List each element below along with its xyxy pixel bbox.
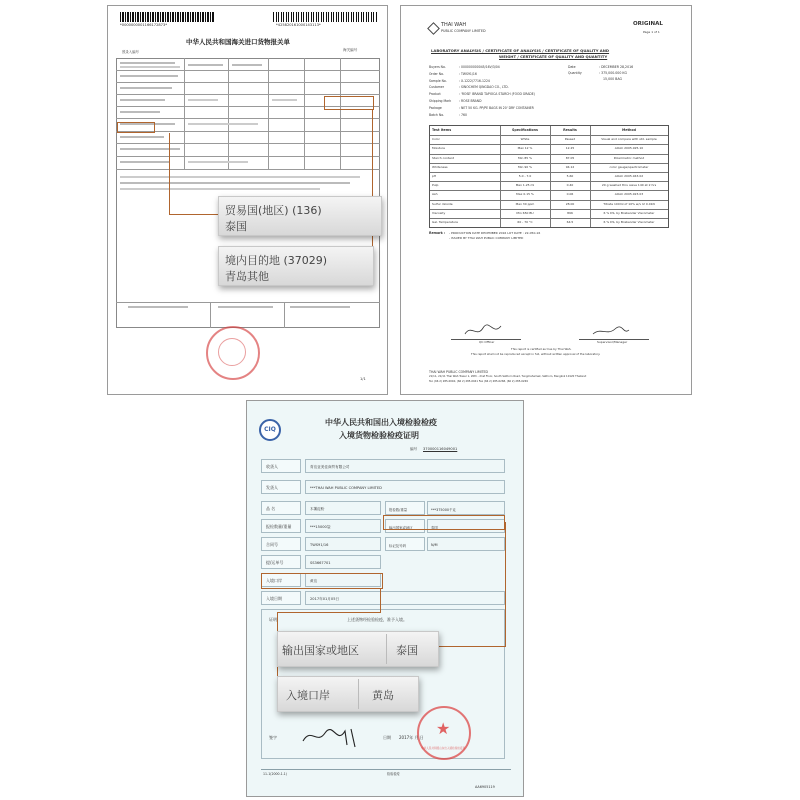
coa-table-cell: Viscosity — [432, 210, 446, 215]
callout-port-value: 黄岛 — [372, 689, 394, 702]
coa-table-cell: Titrate 100ml of 10% w/v I2 0.01N — [603, 201, 655, 206]
cert-number-label: 编号 — [410, 447, 418, 451]
customs-subtitle: 海关编号 — [343, 48, 358, 52]
cert-field-label-box — [261, 480, 301, 494]
coa-info-value: : TWS91/16 — [459, 71, 477, 76]
coa-footer-2: This report shall not be reproduced except in full, without written approval of the laboratory. — [471, 352, 601, 356]
barcode-top — [120, 12, 215, 22]
cert-date-label: 日期 — [383, 735, 391, 740]
coa-info-row — [429, 66, 589, 72]
cert-field-label-box — [261, 519, 301, 533]
highlight-exporting-country — [383, 515, 505, 530]
coa-table-cell: Min 90 % — [518, 164, 532, 169]
coa-table-cell: Moisture — [432, 146, 445, 151]
coa-info-value: : X-1222/7716-1224 — [459, 78, 490, 83]
coa-info-label: Package — [429, 105, 442, 110]
coa-remark-label: Remark : — [429, 231, 446, 235]
cert-footer-left: 11-1(2000.1.1) — [263, 772, 287, 776]
customs-declaration-document — [107, 5, 388, 395]
coa-signature-right — [591, 324, 631, 338]
callout-trade-country-label: 贸易国(地区) (136) — [225, 204, 322, 217]
cert-field-label-box — [261, 555, 301, 569]
callout-entry-port — [277, 676, 419, 712]
cert-field-value-box — [305, 537, 381, 551]
coa-company-sub: PUBLIC COMPANY LIMITED — [441, 29, 486, 33]
coa-table-cell: 94.12 — [565, 164, 575, 169]
cert-field-value-box — [305, 591, 505, 605]
coa-footer-company: THAI WAH PUBLIC COMPANY LIMITED — [429, 370, 488, 374]
coa-table-cell: 87.05 — [565, 155, 575, 160]
coa-info-value: : 000000000045/16V/3/04 — [459, 65, 500, 69]
highlight-domestic-destination — [324, 96, 374, 110]
cert-field-label-box — [261, 591, 301, 605]
cert-certify-text: 上述货物经检验检疫，准予入境。 — [347, 617, 407, 622]
coa-quantity-value: : 375,000.000 KG — [599, 71, 627, 75]
coa-table-cell: Pulp — [432, 183, 439, 188]
coa-table-cell: 5.60 — [566, 174, 574, 178]
cert-field-label: 报检数量/重量 — [266, 524, 292, 529]
coa-info-label: Shipping Mark — [429, 99, 452, 103]
coa-info-row — [429, 73, 589, 79]
callout-country-value: 泰国 — [396, 644, 418, 657]
coa-date-label: Date — [568, 65, 576, 69]
coa-table-header: Method — [621, 128, 637, 132]
cert-field-label: 收货人 — [266, 464, 278, 469]
customs-title: 中华人民共和国海关进口货物报关单 — [186, 38, 290, 46]
callout-exporting-country — [277, 631, 439, 667]
coa-footer-1: This report is certified as true by Thai Wah. — [511, 347, 572, 351]
cert-field-value-box — [305, 519, 381, 533]
coa-info-row — [429, 93, 589, 99]
cert-field-label: 提/运单号 — [266, 560, 284, 565]
coa-title-line1: LABORATORY ANALYSIS / CERTIFICATE OF ANALYSIS / CERTIFICATE OF QUALITY AND — [431, 48, 610, 53]
coa-table-cell: Max 0.15 % — [516, 192, 534, 197]
cert-right-value-box — [427, 501, 505, 515]
coa-table-cell: Passed — [564, 137, 576, 142]
cert-red-stamp — [417, 706, 471, 760]
customs-seal-inner — [218, 338, 246, 366]
cert-serial: AA6905119 — [475, 785, 495, 789]
coa-info-value: : ROSE BRAND — [459, 99, 482, 103]
cert-field-value: 木薯淀粉 — [310, 506, 325, 511]
coa-title-line2: WEIGHT / CERTIFICATE OF QUALITY AND QUANTITY — [499, 54, 608, 59]
coa-footer-phone: Tel. (66 2) 285-0040, (66 2) 285-0041 Fax (66 2) 285-0268, (66 2) 285-0269 — [429, 380, 528, 383]
coa-info-label: Sample No. — [429, 78, 447, 83]
inspection-certificate-document — [246, 400, 524, 797]
coa-remark-1: - PRODUCTION DATE DECEMBER 2016 LOT DATE : 22-050-16 — [449, 231, 541, 235]
coa-company: THAI WAH — [441, 22, 467, 28]
coa-table-cell: 28.00 — [565, 201, 575, 206]
coa-table-header: Test Items — [432, 128, 452, 132]
coa-table-header: Results — [563, 128, 577, 132]
coa-table-cell: Max 30 ppm — [515, 201, 535, 206]
cert-signature — [299, 723, 361, 749]
coa-table-cell: AOAC 2005.923.03 — [614, 192, 644, 197]
coa-info-row — [429, 80, 589, 86]
cert-right-label-box — [385, 537, 425, 551]
coa-table-cell: Min 650 BU — [516, 210, 534, 215]
coa-sign-right: Supervisor/Manager — [597, 340, 628, 344]
certificate-of-analysis-document — [400, 5, 692, 395]
cert-field-value: TWS91/16 — [310, 542, 329, 547]
cert-field-value: 青岛亚美佳商贸有限公司 — [310, 464, 350, 469]
coa-table-cell: Sulfur dioxide — [432, 201, 453, 206]
coa-table-cell: color gauge/spectrometer — [609, 164, 649, 169]
cert-number-value: 370000116049001 — [423, 447, 458, 451]
cert-field-value: SS3667701 — [310, 560, 331, 565]
cert-field-value: 黄岛 — [310, 578, 318, 583]
coa-info-label: Customer — [429, 85, 445, 90]
coa-table-cell: AOAC 2005.943.02 — [614, 174, 644, 178]
cert-field-label: 品 名 — [266, 506, 276, 511]
cert-right-label: 报检数/重量 — [389, 508, 408, 512]
cert-right-value: ***375000千克 — [431, 508, 456, 512]
coa-table-cell: Visual and compare with std. sample — [601, 137, 657, 142]
coa-table-cell: 896 — [567, 210, 573, 215]
coa-table-cell: Color — [432, 137, 440, 142]
cert-field-label-box — [261, 501, 301, 515]
coa-info-value: : SINOCHEM QINGDAO CO., LTD. — [459, 85, 509, 90]
coa-table-header: Specifications — [512, 128, 538, 132]
coa-info-row — [429, 107, 589, 113]
cert-field-label-box — [261, 537, 301, 551]
cert-field-label-box — [261, 459, 301, 473]
cert-title-line1: 中华人民共和国出入境检验检疫 — [325, 418, 437, 427]
stamp-star-icon: ★ — [436, 719, 451, 738]
coa-table-cell: AOAC 2005.925.10 — [614, 146, 644, 151]
cert-field-value-box — [305, 480, 505, 494]
barcode-right-text: *425820161000143113* — [276, 23, 321, 27]
coa-original-badge: ORIGINAL — [633, 21, 663, 27]
coa-table-cell: Ash — [432, 192, 438, 197]
cert-date-value: 2017年 月 日 — [399, 735, 424, 740]
cert-field-value-box — [305, 501, 381, 515]
coa-info-label: Buyers No. — [429, 65, 446, 69]
cert-field-label: 发货人 — [266, 485, 278, 490]
coa-table-cell: White — [520, 137, 530, 142]
coa-sign-left: QC Officer — [479, 340, 495, 344]
thai-wah-logo-icon — [427, 22, 440, 35]
callout-country-label: 输出国家或地区 — [282, 644, 359, 657]
coa-table-cell: Min 85 % — [518, 155, 532, 160]
cert-right-value: N/M — [431, 543, 438, 547]
coa-footer-address: 21/11, 21/11 Thai Wah Tower 1, 20th - 21st Floor, South Sathorn Road, Tungmahamek, Sathorn, Bangkok 10120 Thailand — [429, 375, 587, 378]
coa-table-cell: Whiteness — [432, 164, 448, 169]
cert-right-label: 输出国家或地区 — [389, 526, 413, 530]
coa-table-cell: Polarimetric method — [613, 155, 645, 160]
cert-right-value-box — [427, 537, 505, 551]
ciq-logo-text: CIQ — [264, 426, 276, 433]
coa-quantity-label: Quantity — [568, 71, 582, 75]
cert-certify-label: 证明 — [269, 617, 277, 622]
highlight-trade-country — [117, 122, 155, 133]
coa-table-cell: Max 1.25 ml — [515, 183, 535, 188]
callout-trade-country-name: 泰国 — [225, 220, 247, 233]
coa-table-cell: 6 % DS, by Brabender Viscometer — [603, 210, 655, 215]
coa-table-cell: 0.40 — [566, 183, 574, 188]
highlight-entry-port — [261, 573, 383, 589]
coa-table-cell: 5.0 - 7.0 — [518, 174, 532, 178]
stamp-text: 中华人民共和国山东出入境检验检疫局 — [421, 747, 466, 750]
cert-field-label: 合同号 — [266, 542, 278, 547]
coa-table-cell: 12.25 — [565, 146, 575, 151]
cert-field-value: ***THAI WAH PUBLIC COMPANY LIMITED — [310, 485, 382, 490]
coa-results-table — [429, 125, 669, 228]
callout-domestic-destination — [218, 246, 374, 286]
coa-info-value: : NET 50 KG. PP/PE BAGS IN 20' DRY CONTAINER — [459, 105, 534, 110]
cert-field-label: 入境口岸 — [266, 578, 282, 583]
coa-bags: 15,000 BAG — [603, 77, 622, 81]
callout-domestic-name: 青岛其他 — [225, 270, 269, 283]
coa-table-cell: pH — [432, 174, 437, 178]
coa-table-cell: Max 12 % — [517, 146, 533, 151]
coa-page: Page 1 of 1 — [643, 30, 660, 34]
coa-info-label: Batch No. — [429, 112, 445, 117]
cert-field-value-box — [305, 555, 381, 569]
coa-date-value: : DECEMBER 28,2016 — [599, 65, 634, 69]
coa-table-cell: 60 - 70 °C — [517, 220, 533, 224]
callout-trade-country — [218, 196, 382, 236]
barcode-top-text: *0000000001166172873* — [120, 23, 168, 27]
customs-page-number: 1/1 — [360, 377, 366, 381]
cert-right-label: 标记及号码 — [389, 544, 406, 548]
cert-field-value: ***15000袋 — [310, 524, 331, 529]
cert-field-label: 入境日期 — [266, 596, 282, 601]
coa-remark-2: - ISSUED BY THAI WAH PUBLIC COMPANY LIMITED — [449, 236, 524, 240]
coa-info-value: : 760 — [459, 112, 467, 117]
callout-port-label: 入境口岸 — [286, 689, 330, 702]
coa-table-cell: 0.06 — [566, 192, 574, 197]
cert-field-value-box — [305, 459, 505, 473]
first-row-label: 预录入编号 — [122, 50, 139, 54]
cert-right-label-box — [385, 501, 425, 515]
cert-field-value: 2017年01月05日 — [310, 596, 340, 601]
coa-info-label: Product — [429, 92, 441, 97]
coa-table-cell: 6 % DS, by Brabender Viscometer — [603, 220, 655, 224]
cert-sign-label: 签字 — [269, 735, 277, 740]
cert-footer-mid: 检验检疫 — [387, 772, 400, 776]
callout-domestic-label: 境内目的地 (37029) — [225, 254, 328, 267]
coa-info-value: : 'ROSE' BRAND TAPIOCA STARCH (FOOD GRADE) — [459, 92, 535, 97]
coa-signature-left — [463, 322, 503, 338]
cert-title-line2: 入境货物检验检疫证明 — [339, 431, 419, 440]
coa-table-cell: Gel. Temperature — [432, 220, 458, 224]
coa-table-cell: Starch content — [432, 155, 455, 160]
cert-right-value: 泰国 — [431, 526, 438, 530]
coa-info-row — [429, 114, 589, 120]
coa-table-cell: 20 g washed thru sieve 140 at 2 hrs — [601, 183, 657, 188]
coa-info-label: Order No. — [429, 71, 444, 76]
coa-table-cell: 64.5 — [566, 220, 574, 224]
barcode-right — [273, 12, 378, 22]
